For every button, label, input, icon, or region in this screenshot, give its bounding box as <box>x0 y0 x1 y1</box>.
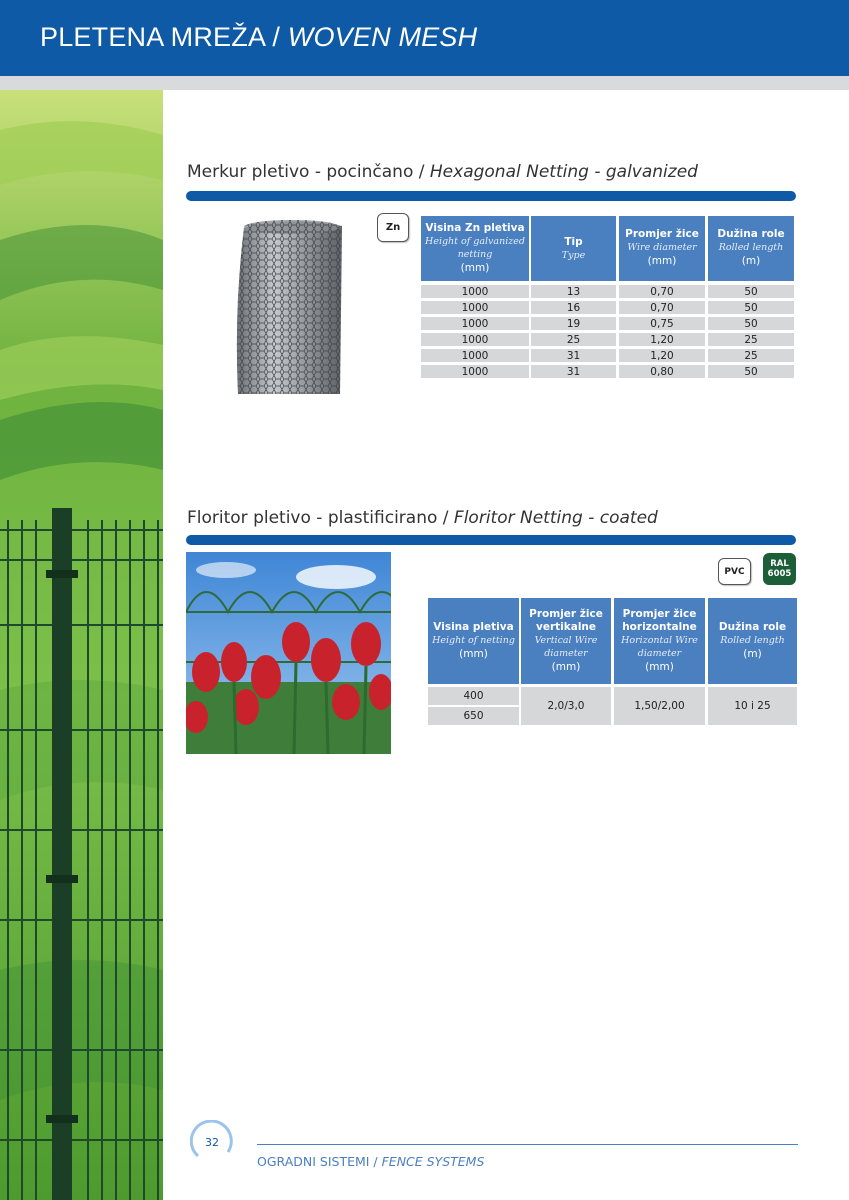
section-title-floritor <box>187 508 658 528</box>
table-cell: 1000 <box>421 349 529 362</box>
table-cell: 0,75 <box>619 317 705 330</box>
table-cell: 10 i 25 <box>708 687 797 725</box>
footer-label-main: OGRADNI SISTEMI / <box>257 1154 382 1169</box>
footer-divider <box>257 1144 798 1145</box>
table-cell: 1,20 <box>619 349 705 362</box>
section2-title-main: Floritor pletivo - plastificirano / <box>187 508 454 528</box>
table-cell: 50 <box>708 285 794 298</box>
table2-header-vertical-unit: (mm) <box>551 660 581 673</box>
section1-divider <box>186 191 796 201</box>
table-cell: 1000 <box>421 333 529 346</box>
table2-header-vertical-bold: Promjer žice vertikalne <box>529 607 603 633</box>
page-header <box>0 0 849 76</box>
table2-header-vertical <box>521 598 611 684</box>
table2-header-length-bold: Dužina role <box>718 620 787 633</box>
table1-header-type <box>531 216 616 281</box>
pvc-badge: PVC <box>718 558 751 585</box>
table2-header-horizontal-unit: (mm) <box>645 660 674 673</box>
table1-header-height-italic: Height of galvanized netting <box>425 235 525 260</box>
table-cell: 1000 <box>421 317 529 330</box>
table1-header-length-bold: Dužina role <box>717 228 785 240</box>
table-cell: 31 <box>531 365 616 378</box>
table-cell: 16 <box>531 301 616 314</box>
table-cell: 50 <box>708 317 794 330</box>
table1-header-type-bold: Tip <box>564 235 583 248</box>
table1-header-type-italic: Type <box>561 249 586 261</box>
table1-header-length <box>708 216 794 281</box>
section1-title-italic: Hexagonal Netting - galvanized <box>429 162 698 182</box>
side-fence-photo <box>0 90 163 1200</box>
page-title-italic: WOVEN MESH <box>287 22 478 52</box>
table-cell: 1000 <box>421 365 529 378</box>
table-cell: 1000 <box>421 285 529 298</box>
table2-header-height-bold: Visina pletiva <box>433 620 514 633</box>
table2-header-length <box>708 598 797 684</box>
table-cell: 1,50/2,00 <box>614 687 705 725</box>
page-title <box>40 22 477 53</box>
ral-badge-line1: RAL <box>770 559 789 569</box>
table-cell: 50 <box>708 301 794 314</box>
section2-divider <box>186 535 796 545</box>
table2-header-vertical-italic: Vertical Wire diameter <box>534 634 598 659</box>
table1-header-wire <box>619 216 705 281</box>
table-cell: 13 <box>531 285 616 298</box>
table-cell: 0,80 <box>619 365 705 378</box>
table-cell: 0,70 <box>619 285 705 298</box>
table-cell: 0,70 <box>619 301 705 314</box>
header-stripe <box>0 76 849 90</box>
table2-header-length-unit: (m) <box>743 647 762 660</box>
section-title-hexagonal <box>187 162 698 182</box>
table2-header-height-italic: Height of netting <box>432 634 515 646</box>
table-cell: 19 <box>531 317 616 330</box>
table2-header-height <box>428 598 519 684</box>
ral-badge <box>763 553 796 585</box>
table1-header-length-unit: (m) <box>741 255 761 267</box>
table1-header-height-unit: (mm) <box>460 261 490 274</box>
section1-title-main: Merkur pletivo - pocinčano / <box>187 162 430 182</box>
table1-header-wire-unit: (mm) <box>647 255 677 267</box>
table2-header-height-unit: (mm) <box>459 647 488 660</box>
table-cell: 25 <box>708 349 794 362</box>
table-cell: 650 <box>428 707 519 725</box>
table1-header-height-bold: Visina Zn pletiva <box>425 221 525 234</box>
page-number <box>190 1120 234 1164</box>
table2-header-length-italic: Rolled length <box>720 634 785 646</box>
table-cell: 31 <box>531 349 616 362</box>
hexagonal-netting-roll-image <box>234 218 344 396</box>
table2-header-horizontal <box>614 598 705 684</box>
zn-badge: Zn <box>377 213 409 242</box>
page-number-text: 32 <box>205 1135 219 1149</box>
table-cell: 1,20 <box>619 333 705 346</box>
table1-header-wire-italic: Wire diameter <box>627 242 697 253</box>
table-cell: 25 <box>531 333 616 346</box>
table1-header-height <box>421 216 529 281</box>
table1-header-wire-bold: Promjer žice <box>625 228 699 240</box>
page-title-main: PLETENA MREŽA / <box>40 22 288 52</box>
table-cell: 400 <box>428 687 519 705</box>
ral-badge-line2: 6005 <box>767 569 792 579</box>
section2-title-italic: Floritor Netting - coated <box>453 508 658 528</box>
footer-label-italic: FENCE SYSTEMS <box>381 1154 485 1169</box>
floritor-tulips-image <box>186 552 391 754</box>
table1-header-length-italic: Rolled length <box>718 242 784 253</box>
table2-header-horizontal-italic: Horizontal Wire diameter <box>621 634 698 659</box>
table-cell: 25 <box>708 333 794 346</box>
table2-header-horizontal-bold: Promjer žice horizontalne <box>622 607 697 633</box>
table-cell: 1000 <box>421 301 529 314</box>
footer-label <box>257 1154 484 1169</box>
table-cell: 2,0/3,0 <box>521 687 611 725</box>
table-cell: 50 <box>708 365 794 378</box>
